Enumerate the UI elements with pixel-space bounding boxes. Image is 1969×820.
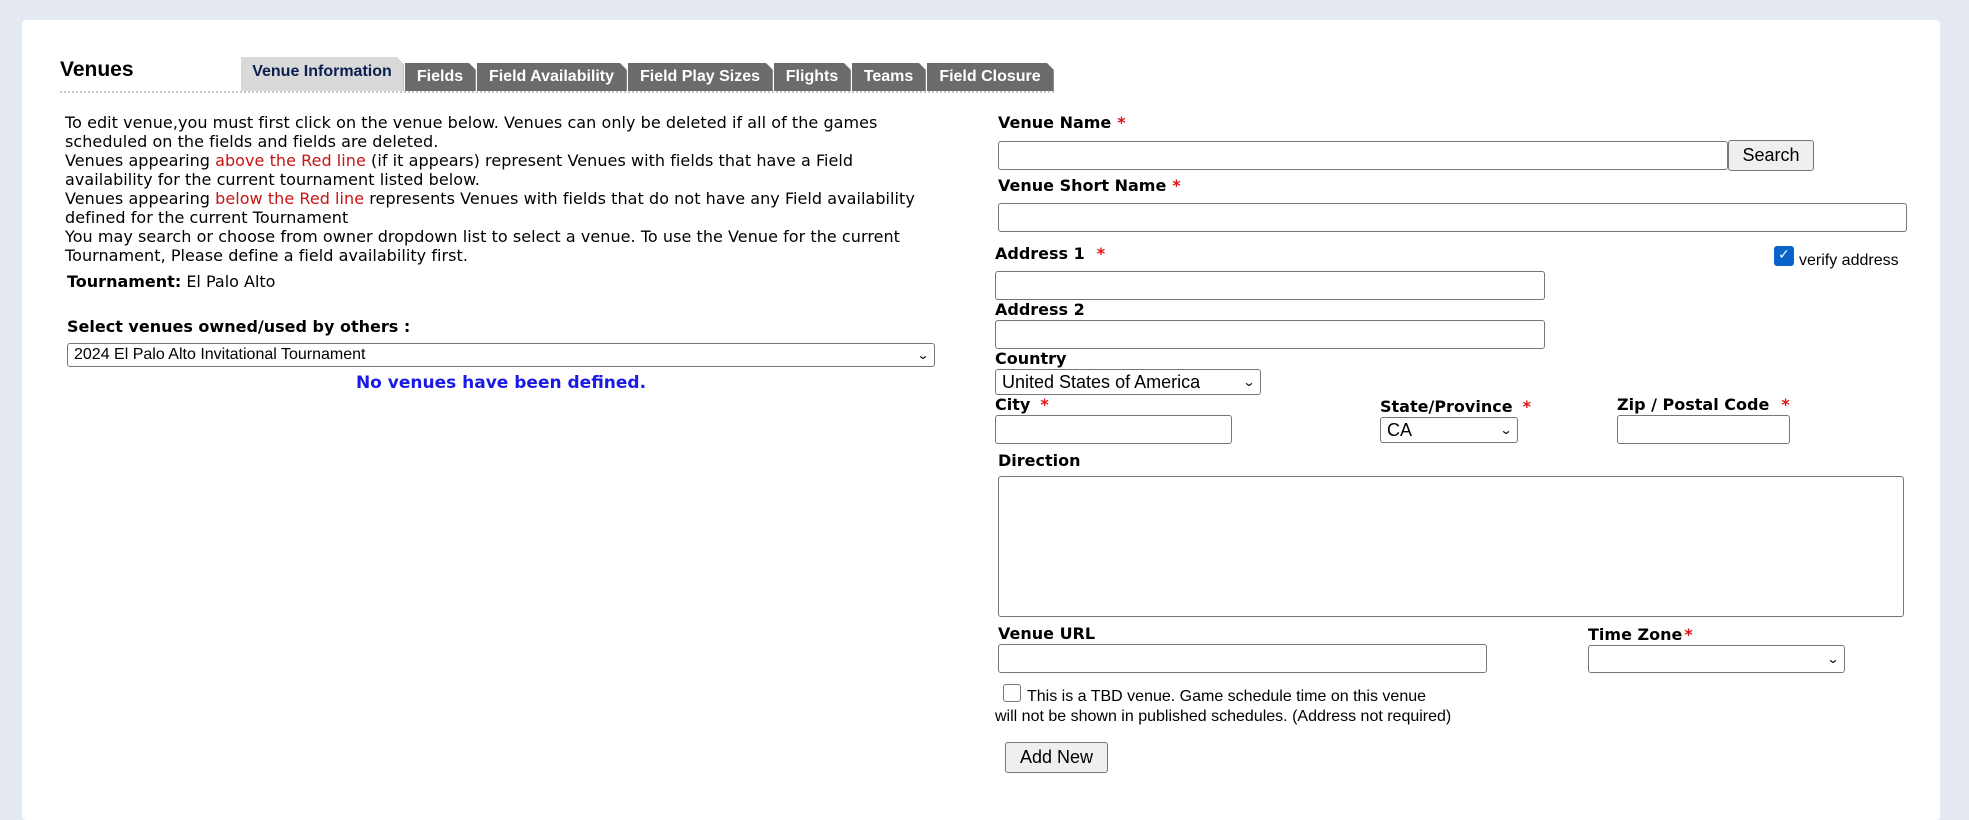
- tab-field-availability[interactable]: Field Availability: [477, 63, 627, 91]
- state-label: State/Province *: [1380, 397, 1531, 416]
- add-new-button[interactable]: Add New: [1005, 742, 1108, 773]
- zip-input[interactable]: [1617, 415, 1790, 444]
- tournament-info: [67, 272, 275, 291]
- venue-name-label: Venue Name *: [998, 113, 1126, 132]
- country-label: Country: [995, 349, 1067, 368]
- tab-venue-information[interactable]: Venue Information: [241, 57, 404, 91]
- verify-address-label: verify address: [1799, 252, 1899, 269]
- country-select[interactable]: United States of America ⌄: [995, 369, 1261, 395]
- search-button[interactable]: Search: [1728, 140, 1814, 171]
- address2-input[interactable]: [995, 320, 1545, 349]
- address2-label: Address 2: [995, 300, 1085, 319]
- tab-teams[interactable]: Teams: [852, 63, 926, 91]
- venue-short-name-input[interactable]: [998, 203, 1907, 232]
- venue-url-label: Venue URL: [998, 624, 1096, 643]
- venue-short-name-label: Venue Short Name *: [998, 176, 1181, 195]
- page-title: Venues: [60, 58, 134, 81]
- owner-select-label: Select venues owned/used by others :: [67, 317, 411, 336]
- tab-field-play-sizes[interactable]: Field Play Sizes: [628, 63, 773, 91]
- verify-address-checkbox[interactable]: ✓: [1774, 246, 1794, 266]
- city-label: City *: [995, 395, 1049, 414]
- tab-fields[interactable]: Fields: [405, 63, 476, 91]
- instruction-below-red-line: Venues appearing below the Red line represents Venues with fields that do not have any Field availability defined for the current Tournament: [65, 189, 915, 227]
- address1-input[interactable]: [995, 271, 1545, 300]
- time-zone-label: Time Zone *: [1588, 625, 1693, 644]
- venue-url-input[interactable]: [998, 644, 1487, 673]
- tournament-name: El Palo Alto: [186, 272, 276, 291]
- tab-flights[interactable]: Flights: [774, 63, 851, 91]
- tbd-venue-label-line2: will not be shown in published schedules. (Address not required): [995, 708, 1452, 725]
- time-zone-select[interactable]: [1588, 645, 1845, 673]
- state-select[interactable]: CA ⌄: [1380, 417, 1518, 443]
- chevron-down-icon: ⌄: [1499, 423, 1513, 437]
- city-input[interactable]: [995, 415, 1232, 444]
- zip-label: Zip / Postal Code *: [1617, 395, 1790, 414]
- instruction-edit: To edit venue,you must first click on the venue below. Venues can only be deleted if all of the games scheduled on the fields and fields are deleted.: [65, 113, 878, 151]
- tbd-venue-checkbox[interactable]: [1003, 684, 1021, 702]
- tab-field-closure[interactable]: Field Closure: [927, 63, 1054, 91]
- tab-divider: [60, 91, 1054, 93]
- direction-textarea[interactable]: [998, 476, 1904, 617]
- tournament-label: Tournament:: [67, 272, 182, 291]
- tbd-venue-label-line1: This is a TBD venue. Game schedule time on this venue: [1027, 688, 1427, 705]
- chevron-down-icon: ⌄: [1826, 652, 1840, 666]
- instruction-search: You may search or choose from owner dropdown list to select a venue. To use the Venue for the current Tournament, Please define a field availability first.: [65, 227, 901, 265]
- direction-label: Direction: [998, 451, 1081, 470]
- chevron-down-icon: ⌄: [916, 348, 930, 362]
- chevron-down-icon: ⌄: [1242, 375, 1256, 389]
- instructions: [65, 113, 945, 265]
- instruction-above-red-line: Venues appearing above the Red line (if it appears) represent Venues with fields that have a Field availability for the current tournament listed below.: [65, 151, 854, 189]
- no-venues-message: No venues have been defined.: [355, 373, 647, 393]
- owner-venue-dropdown[interactable]: 2024 El Palo Alto Invitational Tournament ⌄: [67, 343, 935, 367]
- venue-name-input[interactable]: [998, 141, 1728, 170]
- address1-label: Address 1 *: [995, 244, 1106, 263]
